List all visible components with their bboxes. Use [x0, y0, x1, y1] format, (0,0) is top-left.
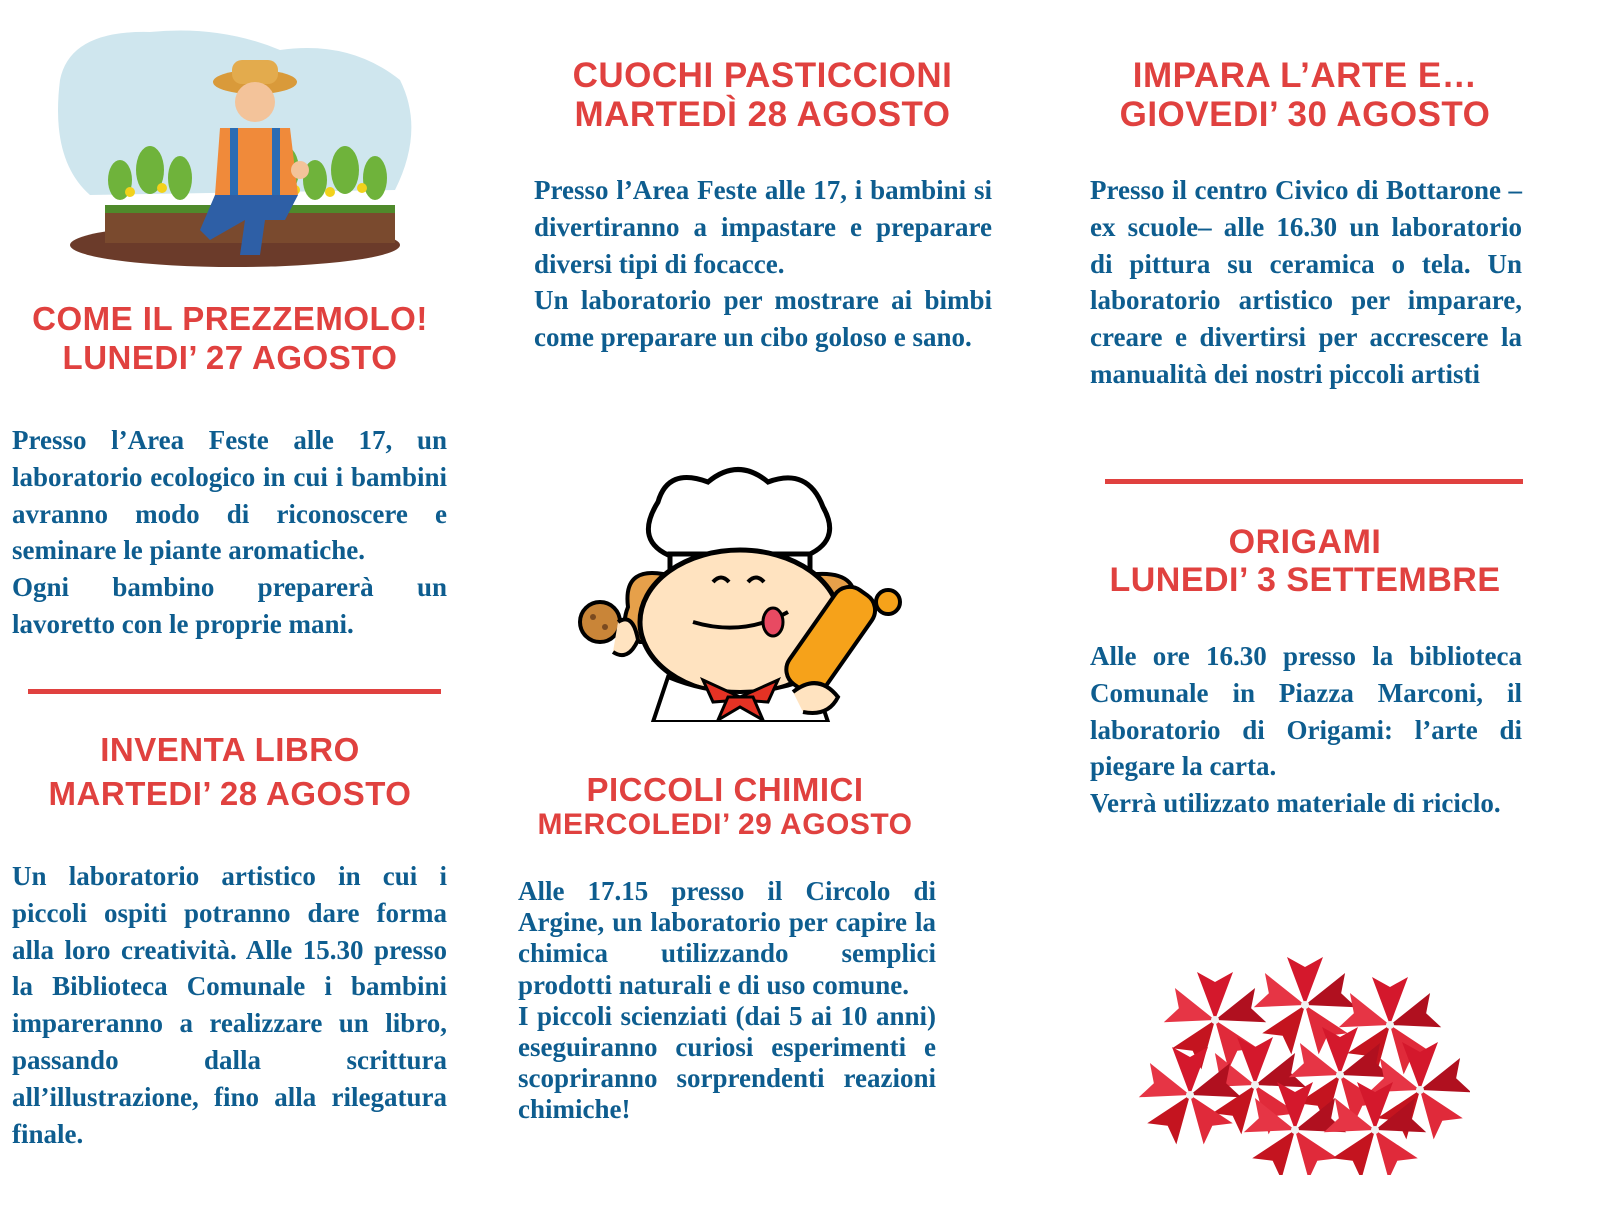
event-title: INVENTA LIBRO	[100, 731, 360, 768]
section-divider	[28, 689, 441, 694]
paragraph: Alle 17.15 presso il Circolo di Argine, un laboratorio per capire la chimica utilizzando semplici prodotti naturali e di uso comune.	[518, 876, 936, 1000]
event-heading-inventa-libro	[10, 728, 450, 815]
event-description-origami	[1090, 638, 1522, 822]
paragraph: Ogni bambino preparerà un lavoretto con le proprie mani.	[12, 572, 447, 639]
event-title: CUOCHI PASTICCIONI	[572, 56, 953, 95]
event-description-come-il-prezzemolo	[12, 422, 447, 643]
event-date: MARTEDI’ 28 AGOSTO	[48, 774, 412, 812]
event-description-inventa-libro	[12, 858, 447, 1152]
event-date: MARTEDÌ 28 AGOSTO	[574, 94, 951, 134]
paragraph: Un laboratorio per mostrare ai bimbi come preparare un cibo goloso e sano.	[534, 285, 992, 353]
event-date: LUNEDI’ 27 AGOSTO	[62, 338, 398, 376]
farmer-illustration	[50, 20, 420, 270]
section-divider	[1105, 479, 1523, 484]
event-heading-cuochi-pasticcioni	[520, 57, 1005, 134]
event-title: PICCOLI CHIMICI	[586, 771, 864, 808]
event-title: COME IL PREZZEMOLO!	[32, 300, 428, 337]
event-title: IMPARA L’ARTE E…	[1132, 56, 1478, 95]
event-description-cuochi-pasticcioni	[534, 172, 992, 356]
paragraph: Verrà utilizzato materiale di riciclo.	[1090, 788, 1501, 819]
event-description-impara-larte	[1090, 172, 1522, 393]
event-heading-origami	[1085, 523, 1525, 599]
paragraph: Presso l’Area Feste alle 17, un laboratorio ecologico in cui i bambini avranno modo di riconoscere e seminare le piante aromatiche.	[12, 425, 447, 566]
origami-flowers-illustration	[1130, 945, 1470, 1175]
paragraph: Alle ore 16.30 presso la biblioteca Comunale in Piazza Marconi, il laboratorio di Origami: l’arte di piegare la carta.	[1090, 641, 1522, 782]
paragraph: Presso l’Area Feste alle 17, i bambini si divertiranno a impastare e preparare diversi tipi di focacce.	[534, 175, 992, 279]
paragraph: I piccoli scienziati (dai 5 ai 10 anni) eseguiranno curiosi esperimenti e scopriranno sorprendenti reazioni chimiche!	[518, 1000, 936, 1125]
event-heading-impara-larte	[1085, 57, 1525, 134]
event-title: ORIGAMI	[1228, 523, 1382, 561]
event-date: MERCOLEDI’ 29 AGOSTO	[537, 808, 913, 842]
event-date: LUNEDI’ 3 SETTEMBRE	[1109, 561, 1501, 600]
chef-illustration	[578, 462, 918, 722]
event-heading-piccoli-chimici	[505, 772, 945, 841]
paragraph: Presso il centro Civico di Bottarone –ex scuole– alle 16.30 un laboratorio di pittura su ceramica o tela. Un laboratorio artistico per imparare, creare e divertirsi per accrescere la manualità dei nostri piccoli artisti	[1090, 175, 1522, 389]
event-description-piccoli-chimici	[518, 876, 936, 1126]
paragraph: Un laboratorio artistico in cui i piccoli ospiti potranno dare forma alla loro creatività. Alle 15.30 presso la Biblioteca Comunale i bambini impareranno a realizzare un libro, passando dalla scrittura all’illustrazione, fino alla rilegatura finale.	[12, 861, 447, 1149]
event-date: GIOVEDI’ 30 AGOSTO	[1119, 94, 1491, 134]
event-heading-come-il-prezzemolo	[10, 300, 450, 378]
